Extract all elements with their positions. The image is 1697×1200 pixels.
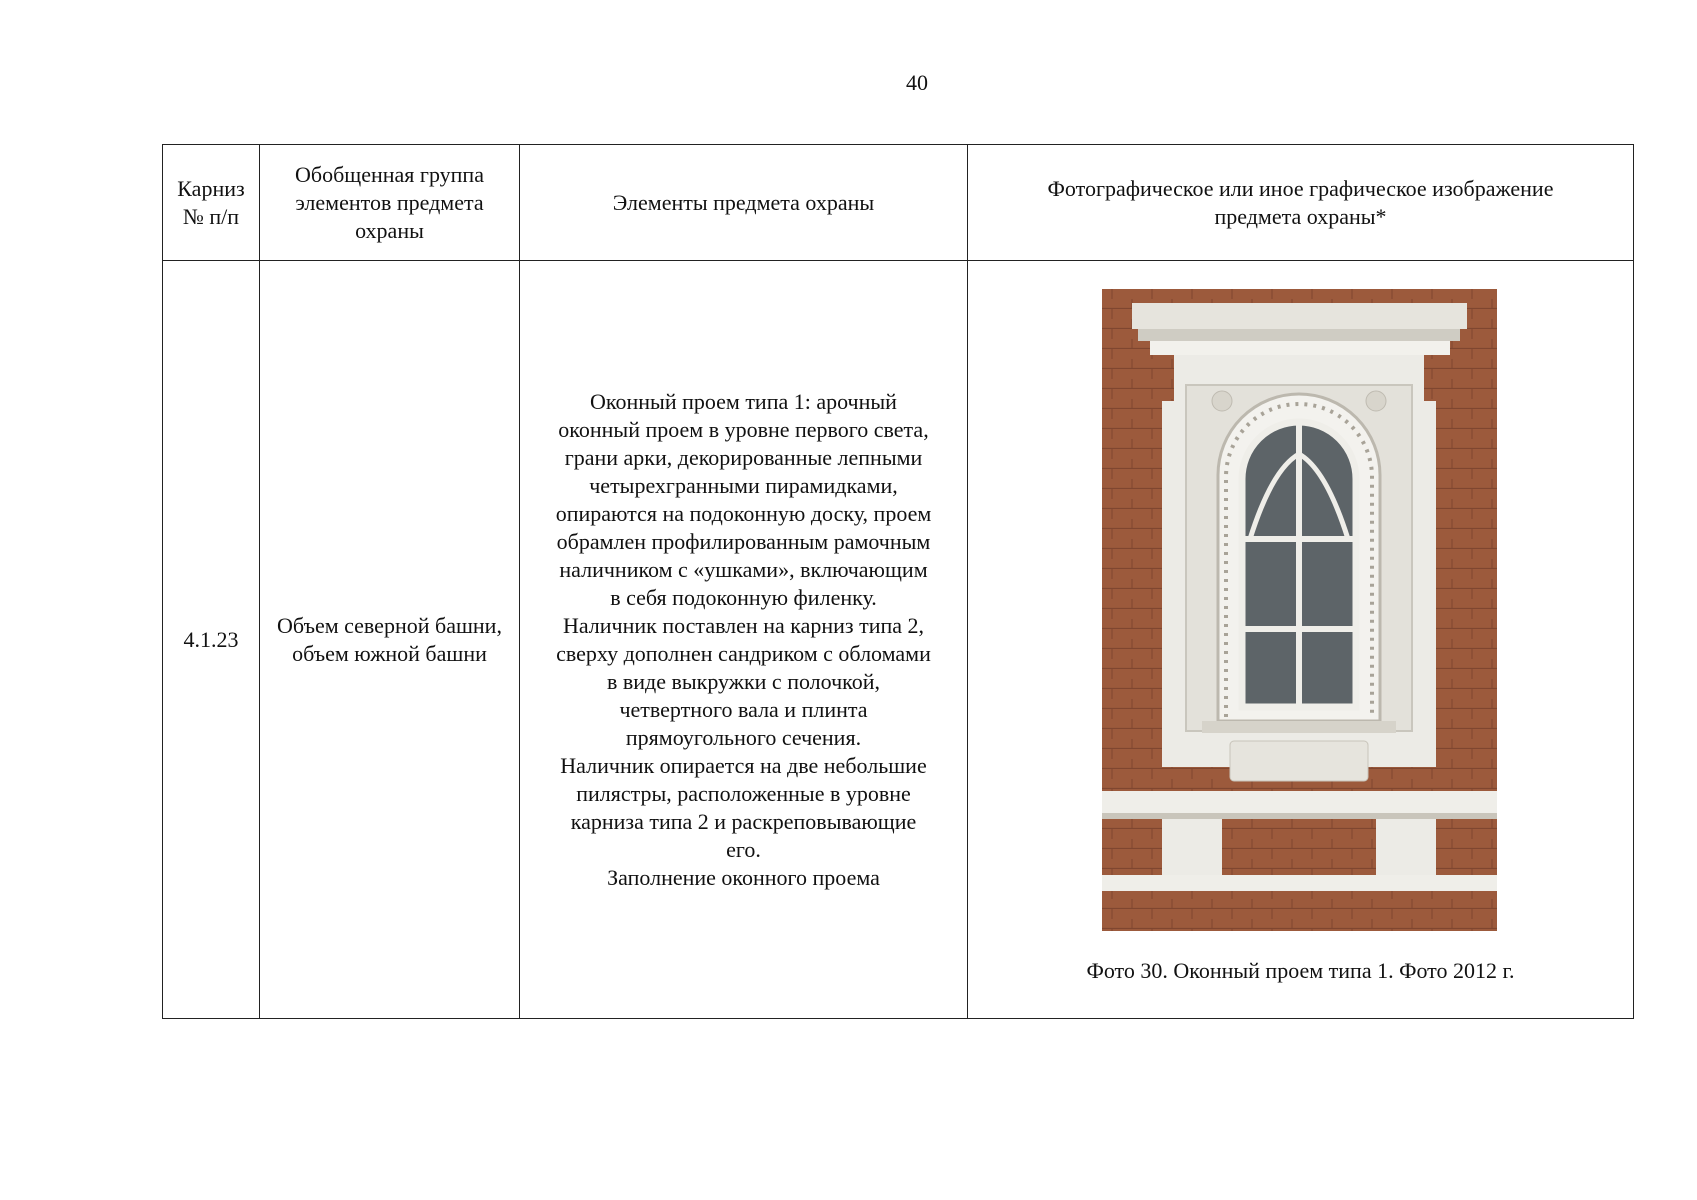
- table-header-row: [163, 145, 1634, 261]
- table-row: [163, 261, 1634, 1019]
- header-image: Фотографическое или иное графическое изображение предмета охраны*: [968, 145, 1634, 261]
- header-group: Обобщенная группа элементов предмета охраны: [260, 145, 520, 261]
- header-elements: Элементы предмета охраны: [520, 145, 968, 261]
- page-number: 40: [906, 70, 928, 95]
- row-group: Объем северной башни, объем южной башни: [260, 261, 520, 1019]
- header-number: Карниз № п/п: [163, 145, 260, 261]
- row-image-cell: [968, 261, 1634, 1019]
- row-elements: Оконный проем типа 1: арочный оконный проем в уровне первого света, грани арки, декорированные лепными четырехгранными пирамидками, опираются на подоконную доску, проем обрамлен профилированным рамочным наличником с «ушками», включающим в себя подоконную филенку. Наличник поставлен на карниз типа 2, сверху дополнен сандриком с обломами в виде выкружки с полочкой, четвертного вала и плинта прямоугольного сечения. Наличник опирается на две небольшие пилястры, расположенные в уровне карниза типа 2 и раскреповывающие его. Заполнение оконного проема: [520, 261, 968, 1019]
- protection-table: [162, 144, 1634, 1019]
- photo-caption: Фото 30. Оконный проем типа 1. Фото 2012 г.: [1086, 958, 1515, 983]
- row-number: 4.1.23: [163, 261, 260, 1019]
- window-photo: [1102, 289, 1497, 931]
